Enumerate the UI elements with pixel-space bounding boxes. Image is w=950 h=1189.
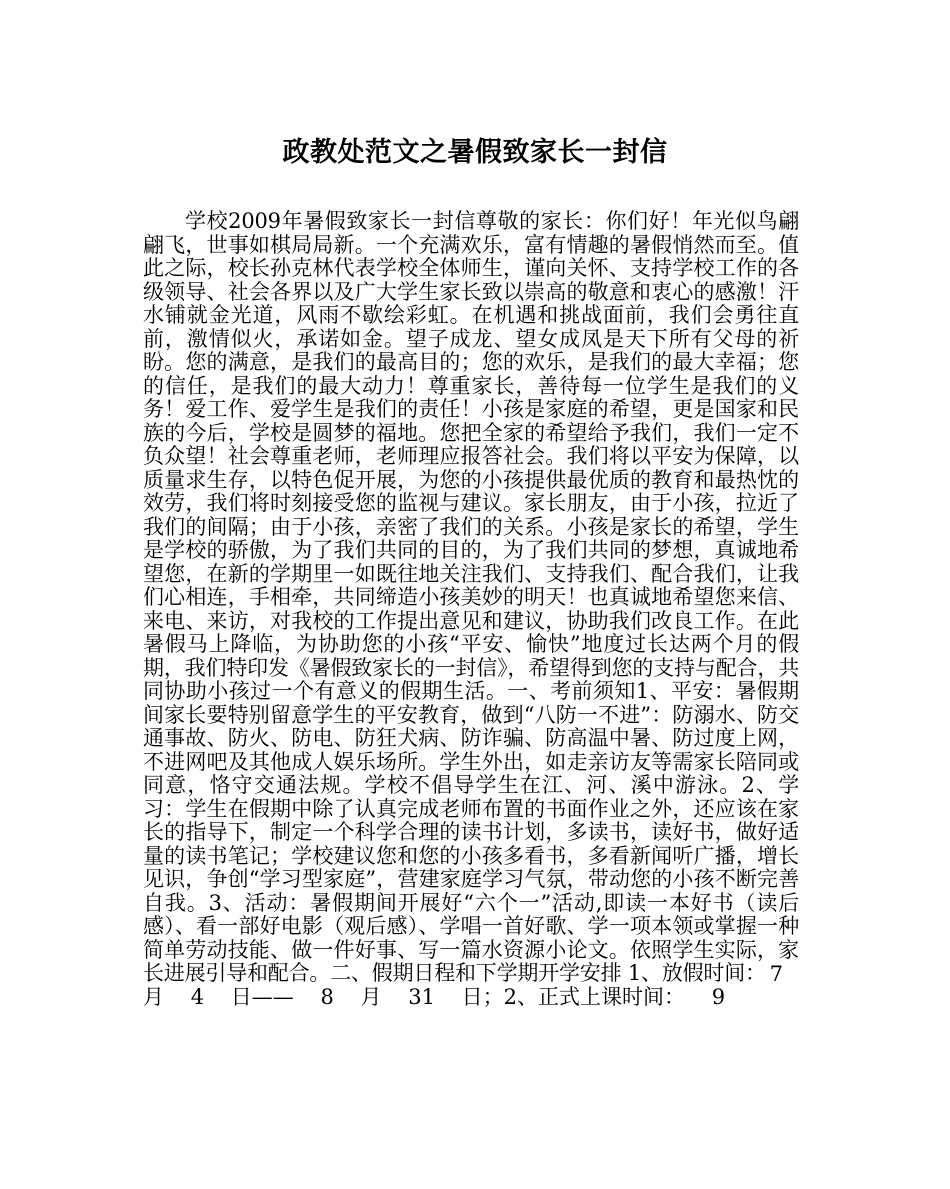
document-body: 学校2009年暑假致家长一封信尊敬的家长：你们好！年光似鸟翩翩飞，世事如棋局局新。一个充满欢乐，富有情趣的暑假悄然而至。值此之际，校长孙克林代表学校全体师生，谨向关怀、支持学校工作的各级领导、社会各界以及广大学生家长致以崇高的敬意和衷心的感激！汗水铺就金光道，风雨不歇绘彩虹。在机遇和挑战面前，我们会勇往直前，激情似火，承诺如金。望子成龙、望女成凤是天下所有父母的祈盼。您的满意，是我们的最高目的；您的欢乐，是我们的最大幸福；您的信任，是我们的最大动力！尊重家长，善待每一位学生是我们的义务！爱工作、爱学生是我们的责任！小孩是家庭的希望，更是国家和民族的今后，学校是圆梦的福地。您把全家的希望给予我们，我们一定不负众望！社会尊重老师，老师理应报答社会。我们将以平安为保障，以质量求生存，以特色促开展，为您的小孩提供最优质的教育和最热忱的效劳，我们将时刻接受您的监视与建议。家长朋友，由于小孩，拉近了我们的间隔；由于小孩，亲密了我们的关系。小孩是家长的希望，学生是学校的骄傲，为了我们共同的目的，为了我们共同的梦想，真诚地希望您，在新的学期里一如既往地关注我们、支持我们、配合我们，让我们心相连，手相牵，共同缔造小孩美妙的明天！也真诚地希望您来信、来电、来访，对我校的工作提出意见和建议，协助我们改良工作。在此暑假马上降临，为协助您的小孩“平安、愉快”地度过长达两个月的假期，我们特印发《暑假致家长的一封信》，希望得到您的支持与配合，共同协助小孩过一个有意义的假期生活。一、考前须知1、平安：暑假期间家长要特别留意学生的平安教育，做到“八防一不进”：防溺水、防交通事故、防火、防电、防狂犬病、防诈骗、防高温中暑、防过度上网，不进网吧及其他成人娱乐场所。学生外出，如走亲访友等需家长陪同或同意，恪守交通法规。学校不倡导学生在江、河、溪中游泳。2、学习：学生在假期中除了认真完成老师布置的书面作业之外，还应该在家长的指导下，制定一个科学合理的读书计划，多读书，读好书，做好适量的读书笔记；学校建议您和您的小孩多看书，多看新闻听广播，增长见识，争创“学习型家庭”，营建家庭学习气氛，带动您的小孩不断完善自我。3、活动：暑假期间开展好“六个一”活动,即读一本好书（读后感）、看一部好电影（观后感）、学唱一首好歌、学一项本领或掌握一种简单劳动技能、做一件好事、写一篇水资源小论文。依照学生实际，家长进展引导和配合。二、假期日程和下学期开学安排 1、放假时间： xyxy=(143,209,799,985)
document-body-tail-1: 7 xyxy=(769,961,783,986)
document-body-tail-2: 月 4 日—— 8 月 31 日；2、正式上课时间： 9 xyxy=(143,985,726,1009)
document-title: 政教处范文之暑假致家长一封信 xyxy=(282,137,668,168)
